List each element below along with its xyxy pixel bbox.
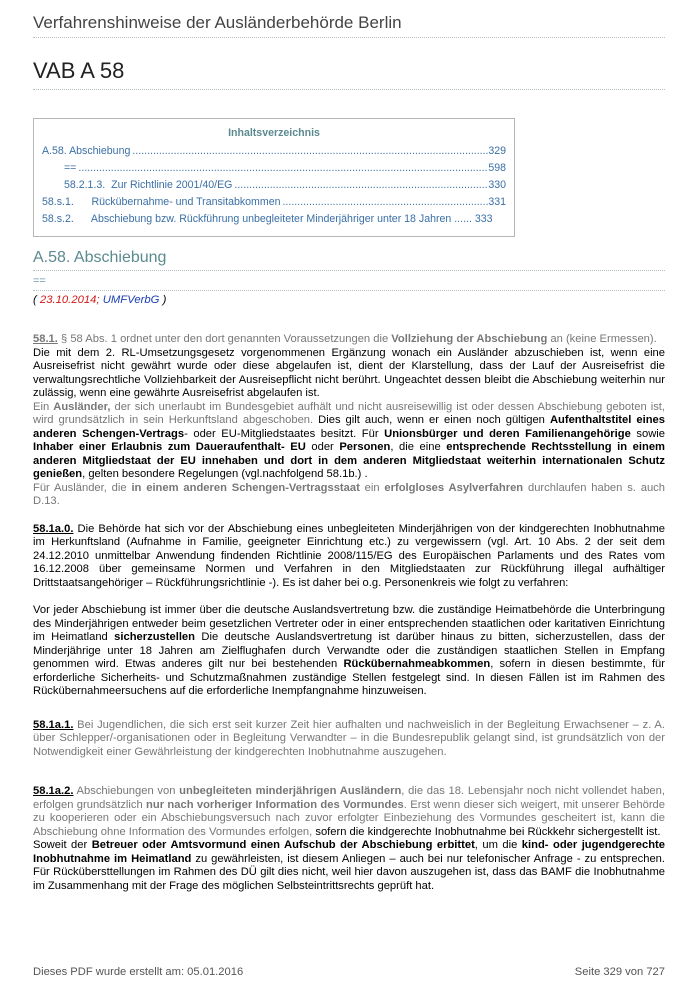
table-of-contents xyxy=(33,118,515,237)
paragraph: 58.1a.2. Abschiebungen von unbegleiteten minderjährigen Ausländern, die das 18. Lebensjahr noch nicht vollendet haben, erfolgen grundsätzlich nur nach vorheriger Information des Vormundes. Erst wenn dieser sich weigert, mit unserer Behörde zu kooperieren oder ein Abschiebungsversuch nach zuvor erfolgter Einbeziehung des Vormundes gescheitert ist, kann die Abschiebung ohne Information des Vormundes erfolgen, sofern die kindgerechte Inobhutnahme bei Rückkehr sichergestellt ist. xyxy=(33,785,665,838)
toc-entry-label[interactable]: == xyxy=(64,162,77,174)
paragraph: 58.1a.1. Bei Jugendlichen, die sich erst seit kurzer Zeit hier aufhalten und nachweislich in der Begleitung Erwachsener – z. A. über Schlepper/-organisationen oder in Begleitung Verwandter – in die Bundesrepublik gelangt sind, ist grundsätzlich von der Notwendigkeit einer Gewährleistung der kindgerechten Inobhutnahme auszugehen. xyxy=(33,718,665,758)
page-footer xyxy=(33,966,665,978)
toc-entry[interactable] xyxy=(42,194,506,211)
toc-entry-page[interactable]: 330 xyxy=(488,179,506,191)
paragraph: Für Ausländer, die in einem anderen Schengen-Vertragsstaat ein erfolgloses Asylverfahren durchlaufen haben s. auch D.13. xyxy=(33,481,665,507)
paragraph: 58.1a.0. Die Behörde hat sich vor der Abschiebung eines unbegleiteten Minderjährigen von der kindgerechten Inobhutnahme im Herkunftsland (Aufnahme in Familie, geeigneter Einrichtung etc.) zu vergewissern (vgl. Art. 10 Abs. 2 der seit dem 24.12.2010 unmittelbar Anwendung findenden Richtlinie 2008/115/EG des Europäischen Parlaments und des Rates vom 16.12.2008 über gemeinsame Normen und Verfahren in den Mitgliedstaaten zur Rückführung illegal aufhältiger Drittstaatsangehöriger – Rückführungsrichtlinie -). Es ist daher bei o.g. Personenkreis wie folgt zu verfahren: xyxy=(33,522,665,589)
amendment-date: 23.10.2014; xyxy=(39,294,100,306)
toc-entry[interactable] xyxy=(42,160,506,177)
toc-title: Inhaltsverzeichnis xyxy=(228,127,320,139)
toc-entry-page[interactable]: 333 xyxy=(474,213,493,225)
section-heading: A.58. Abschiebung xyxy=(33,249,167,266)
paragraph: 58.1. § 58 Abs. 1 ordnet unter den dort genannten Voraussetzungen die Vollziehung der Abschiebung an (keine Ermessen). xyxy=(33,333,657,345)
toc-entry-label[interactable]: 58.s.2. Abschiebung bzw. Rückführung unbegleiteter Minderjähriger unter 18 Jahren xyxy=(42,213,452,225)
footer-created: Dieses PDF wurde erstellt am: 05.01.2016 xyxy=(33,966,244,978)
toc-entry[interactable] xyxy=(42,143,506,160)
paragraph: Vor jeder Abschiebung ist immer über die deutsche Auslandsvertretung bzw. die zuständige Heimatbehörde die Unterbringung des Minderjährigen entweder beim gesetzlichen Vertreter oder in einer entsprechenden staatlichen oder karitativen Einrichtung im Heimatland sicherzustellen Die deutsche Auslandsvertretung ist darüber hinaus zu bitten, sicherzustellen, dass der Minderjährige unter 18 Jahren am Zielflughafen durch Verwandte oder die zuständigen staatlichen Stellen in Empfang genommen wird. Etwas anderes gilt nur bei bestehenden Rückübernahmeabkommen, sofern in diesen bestimmte, für erforderliche Sicherheits- und Schutzmaßnahmen zuständige Stellen festgelegt sind. In diesen Fällen ist im Rahmen des Rückübernahmeersuchens auf die erforderliche Inempfangnahme hinzuweisen. xyxy=(33,604,666,697)
running-header: Verfahrenshinweise der Ausländerbehörde Berlin xyxy=(33,13,402,32)
toc-entry-page[interactable]: 331 xyxy=(488,196,506,208)
amendment-source-link[interactable]: UMFVerbG xyxy=(102,294,160,306)
toc-entry-label[interactable]: A.58. Abschiebung xyxy=(42,145,131,157)
document-title: VAB A 58 xyxy=(33,58,125,83)
toc-entry-page[interactable]: 598 xyxy=(488,162,506,174)
body-text xyxy=(33,333,665,893)
paragraph: Soweit der Betreuer oder Amtsvormund einen Aufschub der Abschiebung erbittet, um die kind- oder jugendgerechte Inobhutnahme im Heimatland zu gewährleisten, ist diesem Anliegen – auch bei nur telefonischer Anfrage - zu entsprechen. Für Rückübersttellungen im Rahmen des DÜ gilt dies nicht, weil hier davon auszugehen ist, dass das BAMF die Inobhutnahme im Zusammenhang mit der Frage des möglichen Selbsteintrittsrechts geprüft hat. xyxy=(33,839,666,892)
footer-page-number: Seite 329 von 727 xyxy=(574,966,665,978)
toc-entry[interactable]: 58.s.2. Abschiebung bzw. Rückführung unbegleiteter Minderjähriger unter 18 Jahren ...... 333 xyxy=(42,213,493,225)
toc-entry[interactable] xyxy=(42,177,506,194)
toc-entry-page[interactable]: 329 xyxy=(488,145,506,157)
toc-entry-label[interactable]: 58.s.1. Rückübernahme- und Transitabkommen xyxy=(42,196,281,208)
amendment-note: ( 23.10.2014; UMFVerbG ) xyxy=(33,294,167,306)
paragraph: Ein Ausländer, der sich unerlaubt im Bundesgebiet aufhält und nicht ausreisewillig ist oder dessen Abschiebung geboten ist, wird grundsätzlich in sein Herkunftsland abgeschoben. Dies gilt auch, wenn er einen noch gültigen Aufenthaltstitel eines anderen Schengen-Vertrags- oder EU-Mitgliedstaates besitzt. Für Unionsbürger und deren Familienangehörige sowie Inhaber einer Erlaubnis zum Daueraufenthalt- EU oder Personen, die eine entsprechende Rechtsstellung in einem anderen Mitgliedstaat der EU innehaben und dort in dem anderen Mitgliedstaat weiterhin internationalen Schutz genießen, gelten besondere Regelungen (vgl.nachfolgend 58.1b.) . xyxy=(33,400,666,480)
toc-entry-label[interactable]: 58.2.1.3. Zur Richtlinie 2001/40/EG xyxy=(64,179,233,191)
paragraph: Die mit dem 2. RL-Umsetzungsgesetz vorgenommenen Ergänzung wonach ein Ausländer abzuschieben ist, wenn eine Ausreisefrist nicht gewährt wurde oder diese abgelaufen ist, dient der Klarstellung, dass der Lauf der Ausreisefrist die verwaltungsrechtliche Vollziehbarkeit der Ausreisepflicht nicht berührt. Ungeachtet dessen bleibt die Abschiebung weiterhin nur zulässig, wenn eine gewährte Ausreisefrist abgelaufen ist. xyxy=(33,346,665,399)
separator-link[interactable]: == xyxy=(33,275,46,287)
